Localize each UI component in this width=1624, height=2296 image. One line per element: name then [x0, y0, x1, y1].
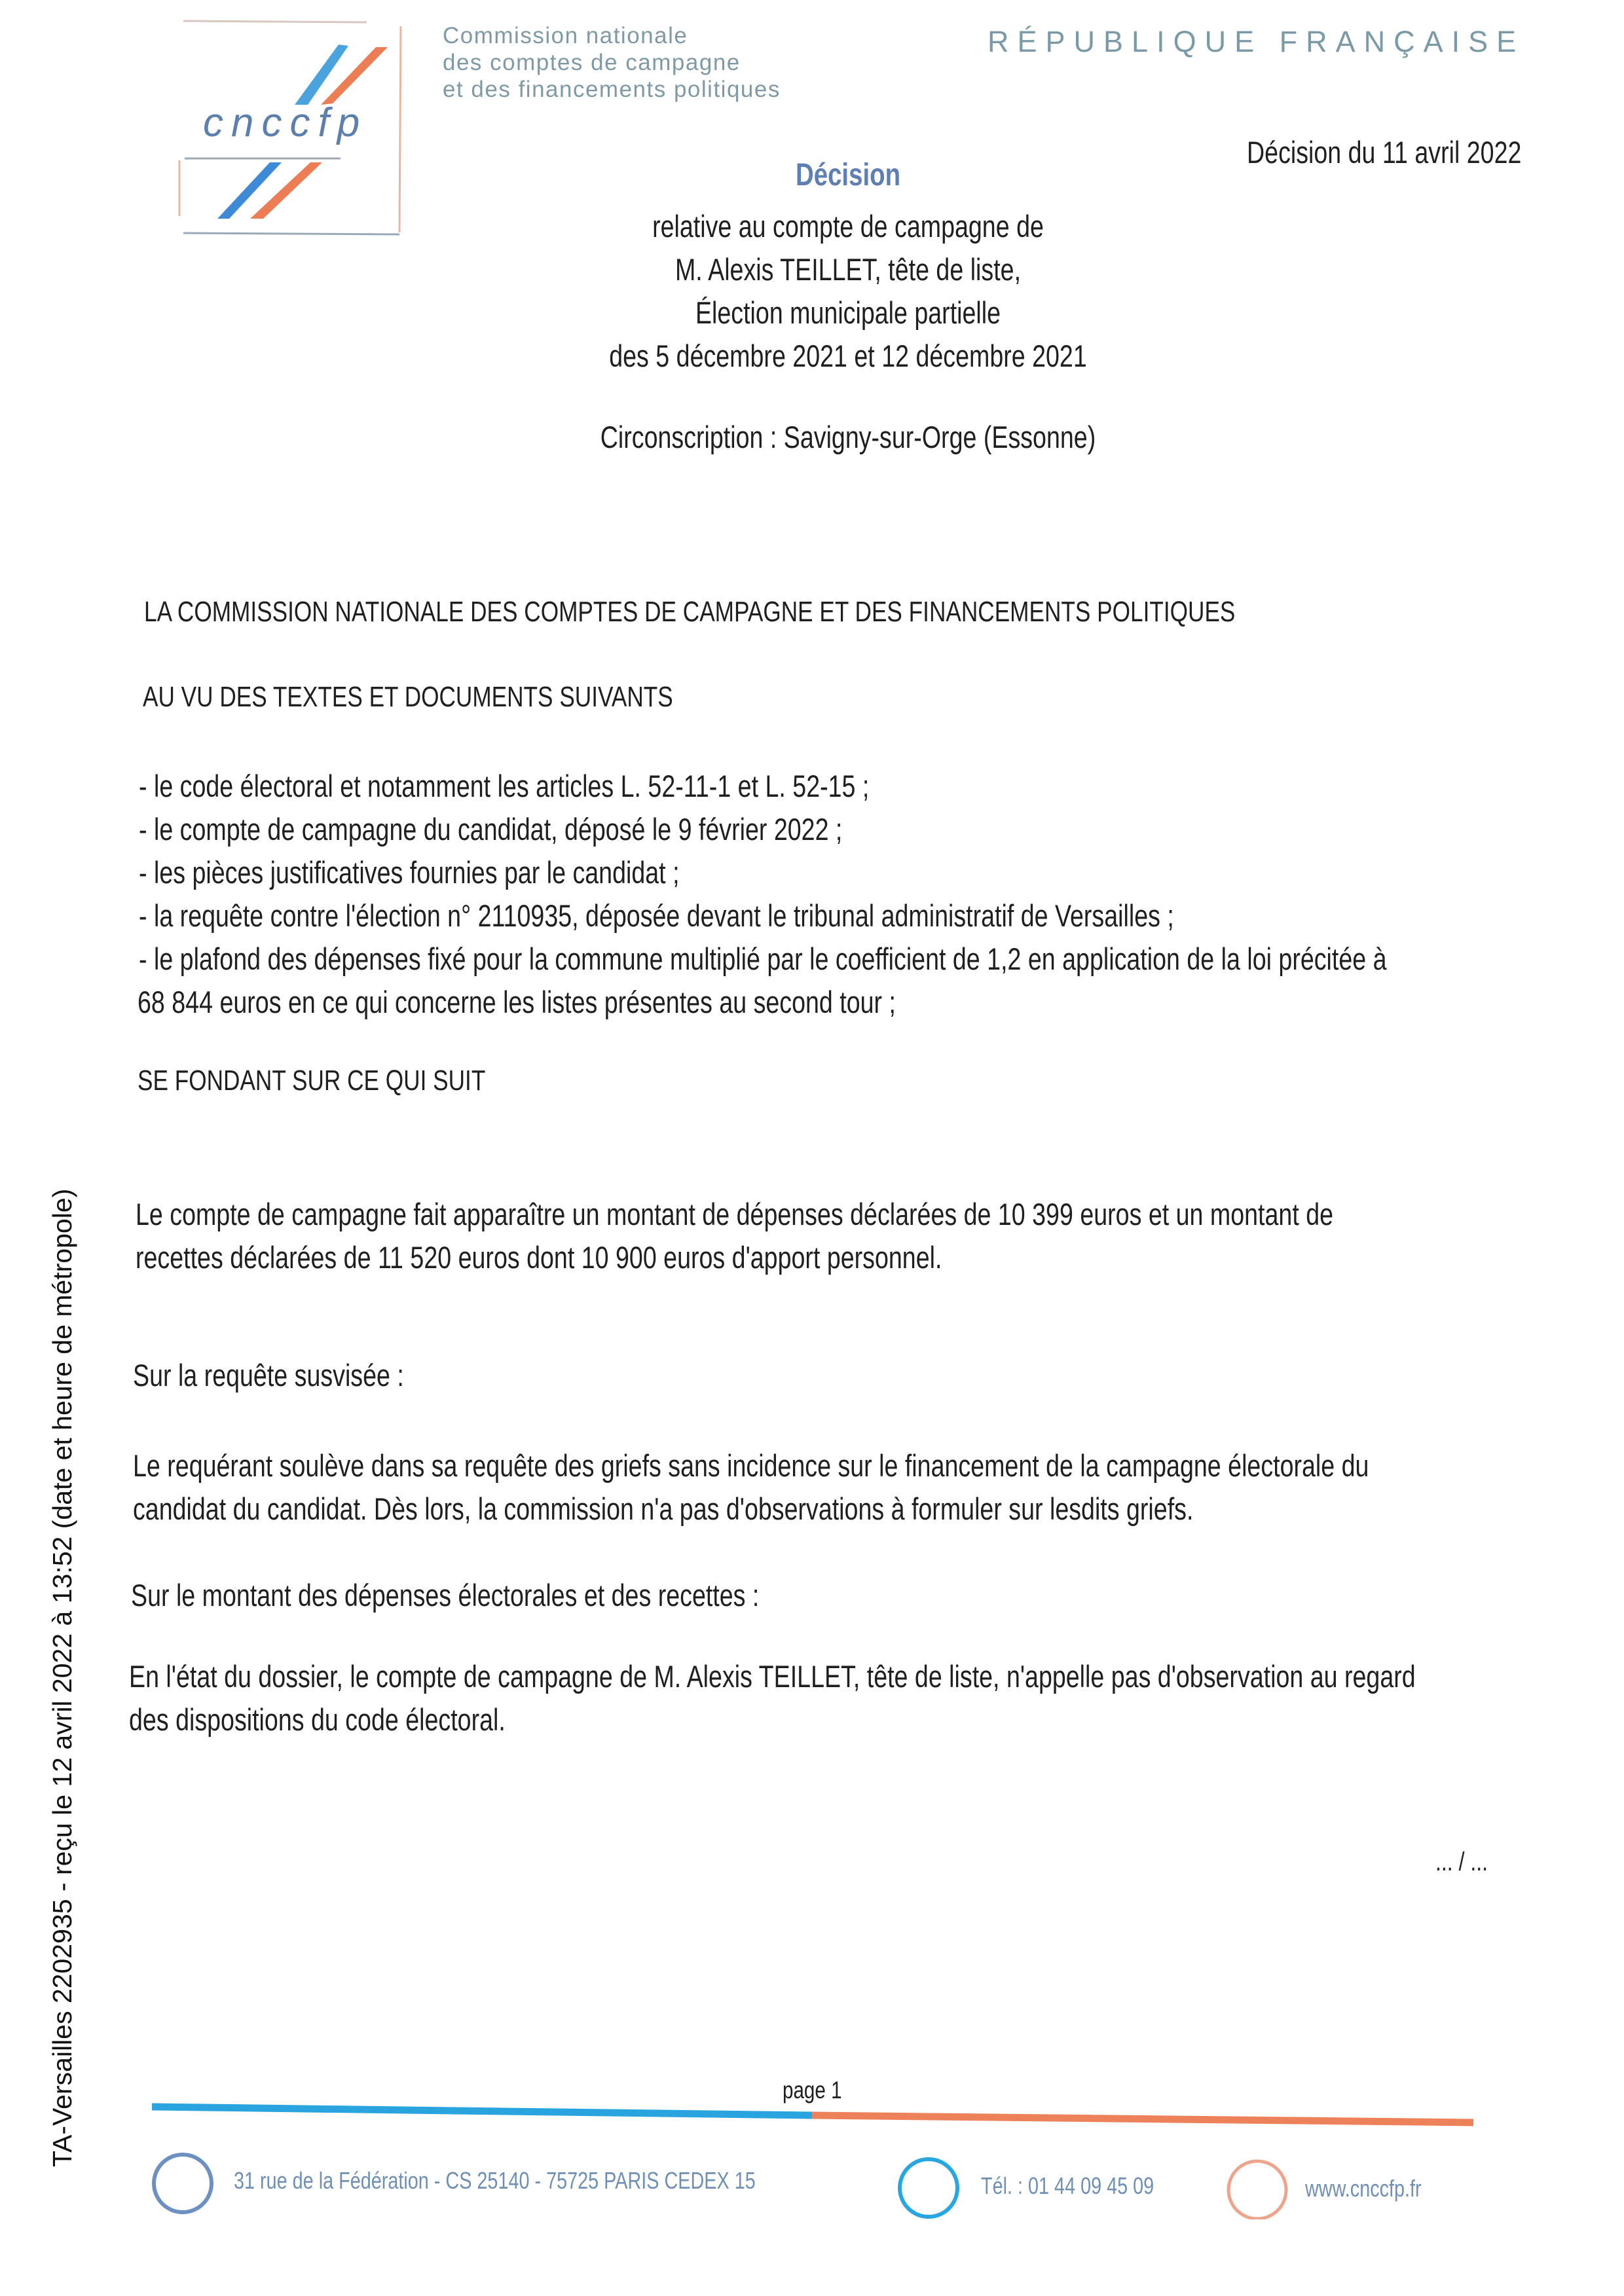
vu-item: - le compte de campagne du candidat, déposé le 9 février 2022 ; [139, 812, 843, 847]
footer-website[interactable]: www.cnccfp.fr [1305, 2175, 1422, 2202]
title-block [452, 157, 1244, 378]
republique-francaise: RÉPUBLIQUE FRANÇAISE [987, 25, 1525, 58]
document-title: Décision [795, 158, 901, 192]
footer-phone: Tél. : 01 44 09 45 09 [981, 2172, 1154, 2199]
institution-line: et des financements politiques [443, 77, 781, 102]
logo-stripe-blue-top [295, 45, 348, 105]
logo-frame-bottom [183, 233, 399, 234]
title-line: Élection municipale partielle [695, 295, 1001, 330]
commission-heading: LA COMMISSION NATIONALE DES COMPTES DE CAMPAGNE ET DES FINANCEMENTS POLITIQUES [144, 596, 1236, 628]
montant-heading: Sur le montant des dépenses électorales et des recettes : [131, 1578, 760, 1613]
decision-date: Décision du 11 avril 2022 [1247, 135, 1522, 170]
vu-heading: AU VU DES TEXTES ET DOCUMENTS SUIVANTS [143, 681, 673, 713]
circonscription: Circonscription : Savigny-sur-Orge (Essonne) [600, 420, 1096, 454]
vu-item: - la requête contre l'élection n° 2110935, déposée devant le tribunal administratif de Versailles ; [139, 898, 1174, 933]
paragraph-line: candidat du candidat. Dès lors, la commission n'a pas d'observations à formuler sur lesdits griefs. [133, 1491, 1194, 1526]
institution-line: des comptes de campagne [443, 50, 741, 75]
vu-item-plafond: - le plafond des dépenses fixé pour la commune multiplié par le coefficient de 1,2 en application de la loi précitée à [139, 941, 1387, 976]
continuation-mark: ... / ... [1435, 1848, 1488, 1876]
paragraph-line: Le requérant soulève dans sa requête des griefs sans incidence sur le financement de la campagne électorale du [133, 1448, 1369, 1483]
paragraph-line: recettes déclarées de 11 520 euros dont 10 900 euros d'apport personnel. [136, 1240, 942, 1275]
court-receipt-stamp: TA-Versailles 2202935 - reçu le 12 avril 2022 à 13:52 (date et heure de métropole) [47, 1188, 77, 2167]
vu-item: - le code électoral et notamment les articles L. 52-11-1 et L. 52-15 ; [139, 769, 870, 803]
logo-stripe-orange-bottom [250, 162, 322, 219]
title-line: relative au compte de campagne de [652, 209, 1044, 244]
requete-paragraph [133, 1444, 1624, 1531]
vu-item-plafond-cont: 68 844 euros en ce qui concerne les listes présentes au second tour ; [138, 985, 896, 1019]
compte-paragraph [136, 1193, 1624, 1279]
vu-item: - les pièces justificatives fournies par le candidat ; [139, 855, 680, 890]
etat-paragraph [129, 1655, 1624, 1741]
logo-frame-right [399, 26, 401, 232]
web-circle-icon [1228, 2161, 1286, 2219]
title-line: M. Alexis TEILLET, tête de liste, [674, 252, 1022, 287]
footer-rule-orange [812, 2115, 1473, 2123]
paragraph-line: Le compte de campagne fait apparaître un montant de dépenses déclarées de 10 399 euros et un montant de [136, 1197, 1334, 1231]
vu-list [139, 765, 1624, 1024]
logo-wordmark: cnccfp [203, 100, 368, 145]
paragraph-line: des dispositions du code électoral. [129, 1702, 506, 1737]
title-line: des 5 décembre 2021 et 12 décembre 2021 [609, 338, 1087, 373]
address-circle-icon [154, 2155, 212, 2212]
institution-line: Commission nationale [443, 23, 688, 48]
fondant-heading: SE FONDANT SUR CE QUI SUIT [138, 1065, 486, 1097]
page-number: page 1 [783, 2077, 842, 2104]
paragraph-line: En l'état du dossier, le compte de campagne de M. Alexis TEILLET, tête de liste, n'appelle pas d'observation au regard [129, 1659, 1416, 1694]
requete-heading: Sur la requête susvisée : [133, 1358, 404, 1393]
footer-address: 31 rue de la Fédération - CS 25140 - 75725 PARIS CEDEX 15 [234, 2167, 756, 2194]
phone-circle-icon [900, 2159, 957, 2217]
footer-rule-blue [152, 2107, 812, 2115]
institution-name [443, 22, 781, 103]
logo-frame-top [183, 21, 367, 22]
